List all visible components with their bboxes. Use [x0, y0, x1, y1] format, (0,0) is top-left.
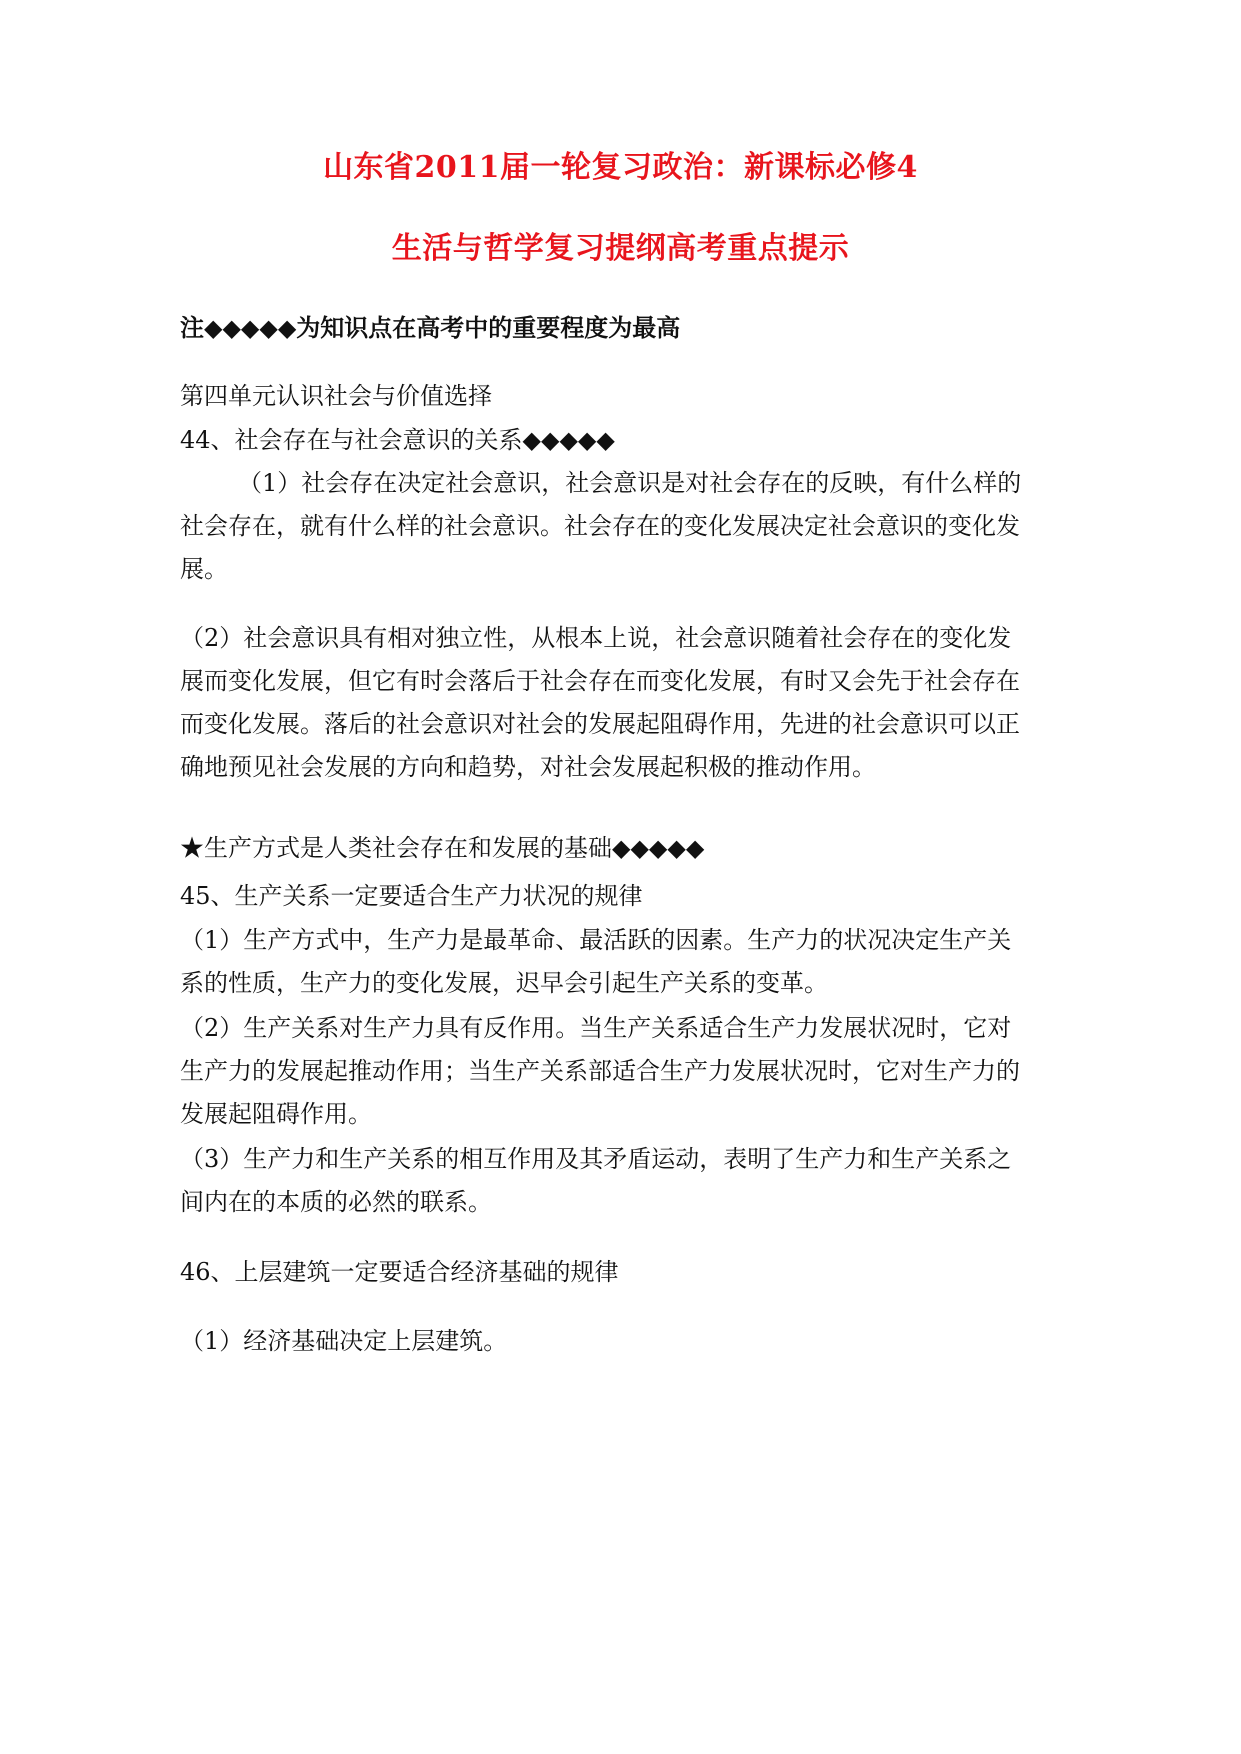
- paragraph-line: （3）生产力和生产关系的相互作用及其矛盾运动，表明了生产力和生产关系之: [180, 1145, 1012, 1173]
- paragraph-line: 间内在的本质的必然的联系。: [180, 1188, 492, 1216]
- paragraph-line: （2）生产关系对生产力具有反作用。当生产关系适合生产力发展状况时，它对: [180, 1014, 1012, 1042]
- paragraph-line: 确地预见社会发展的方向和趋势，对社会发展起积极的推动作用。: [180, 753, 876, 781]
- section-heading-45: 45、生产关系一定要适合生产力状况的规律: [180, 882, 643, 910]
- paragraph-line: 而变化发展。落后的社会意识对社会的发展起阻碍作用，先进的社会意识可以正: [180, 710, 1020, 738]
- paragraph-line: （2）社会意识具有相对独立性，从根本上说，社会意识随着社会存在的变化发: [180, 624, 1012, 652]
- section-heading-46: 46、上层建筑一定要适合经济基础的规律: [180, 1258, 619, 1286]
- document-title-line-2: 生活与哲学复习提纲高考重点提示: [391, 231, 850, 266]
- paragraph-line: （1）经济基础决定上层建筑。: [180, 1327, 508, 1355]
- paragraph-line: 展。: [180, 555, 228, 583]
- paragraph-line: 发展起阻碍作用。: [180, 1100, 372, 1128]
- document-title-line-1: 山东省2011届一轮复习政治：新课标必修4: [323, 150, 918, 185]
- paragraph-line: 生产力的发展起推动作用；当生产关系部适合生产力发展状况时，它对生产力的: [180, 1057, 1020, 1085]
- paragraph-line: 展而变化发展，但它有时会落后于社会存在而变化发展，有时又会先于社会存在: [180, 667, 1020, 695]
- section-heading-star: ★生产方式是人类社会存在和发展的基础◆◆◆◆◆: [180, 834, 705, 862]
- unit-heading: 第四单元认识社会与价值选择: [180, 382, 492, 410]
- paragraph-line: （1）社会存在决定社会意识，社会意识是对社会存在的反映，有什么样的: [238, 469, 1022, 497]
- importance-note: 注◆◆◆◆◆为知识点在高考中的重要程度为最高: [180, 313, 681, 342]
- section-heading-44: 44、社会存在与社会意识的关系◆◆◆◆◆: [180, 426, 615, 454]
- paragraph-line: 系的性质，生产力的变化发展，迟早会引起生产关系的变革。: [180, 969, 828, 997]
- paragraph-line: 社会存在，就有什么样的社会意识。社会存在的变化发展决定社会意识的变化发: [180, 512, 1020, 540]
- paragraph-line: （1）生产方式中，生产力是最革命、最活跃的因素。生产力的状况决定生产关: [180, 926, 1012, 954]
